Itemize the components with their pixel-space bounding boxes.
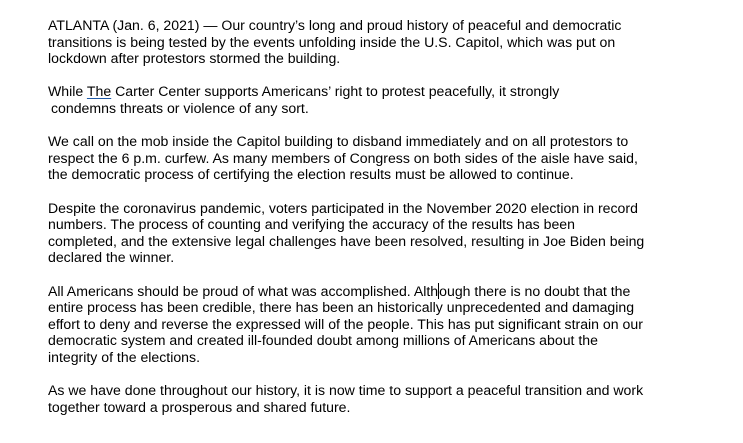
text-line <box>48 283 738 300</box>
text-line: declared the winner. <box>48 249 175 266</box>
text-line: ATLANTA (Jan. 6, 2021) — Our country’s long and proud history of peaceful and democratic <box>48 17 622 33</box>
paragraph-5 <box>48 283 738 366</box>
spellcheck-underlined-word: The <box>86 83 112 100</box>
text-line: entire process has been credible, there has been an historically unprecedented and damaging <box>48 299 635 316</box>
paragraph-spacer <box>48 365 738 382</box>
text-line: condemns threats or violence of any sort. <box>51 99 309 116</box>
text-line: the democratic process of certifying the election results must be allowed to continue. <box>48 166 574 183</box>
paragraph-spacer <box>48 266 738 283</box>
text-line: As we have done throughout our history, it is now time to support a peaceful transition and work <box>48 382 644 399</box>
paragraph-4 <box>48 200 738 266</box>
text-line: democratic system and created ill-founded doubt among millions of Americans about the <box>48 332 598 349</box>
text-line: effort to deny and reverse the expressed will of the people. This has put significant strain on our <box>48 315 643 332</box>
text-line: numbers. The process of counting and verifying the accuracy of the results has been <box>48 216 575 233</box>
text-line: lockdown after protestors stormed the building. <box>48 50 341 67</box>
text-run: ough there is no doubt that the <box>439 282 631 299</box>
paragraph-2 <box>48 83 738 116</box>
text-line: Despite the coronavirus pandemic, voters participated in the November 2020 election in record <box>48 199 638 216</box>
text-run: All Americans should be proud of what was accomplished. Alth <box>48 282 439 299</box>
paragraph-spacer <box>48 117 738 134</box>
paragraph-1 <box>48 17 738 67</box>
text-line: integrity of the elections. <box>48 348 200 365</box>
document-body[interactable] <box>48 17 738 415</box>
text-line <box>48 83 738 100</box>
paragraph-spacer <box>48 67 738 84</box>
paragraph-6 <box>48 382 738 415</box>
text-line: respect the 6 p.m. curfew. As many members of Congress on both sides of the aisle have said, <box>48 149 638 166</box>
paragraph-spacer <box>48 183 738 200</box>
text-line: transitions is being tested by the events unfolding inside the U.S. Capitol, which was put on <box>48 33 616 50</box>
text-run: Carter Center supports Americans’ right to protest peacefully, it strongly <box>111 83 560 100</box>
text-line: We call on the mob inside the Capitol building to disband immediately and on all protestors to <box>48 133 629 150</box>
text-run: While <box>48 83 87 100</box>
paragraph-3 <box>48 133 738 183</box>
text-line: completed, and the extensive legal challenges have been resolved, resulting in Joe Biden being <box>48 232 645 249</box>
text-line: together toward a prosperous and shared future. <box>48 398 351 415</box>
